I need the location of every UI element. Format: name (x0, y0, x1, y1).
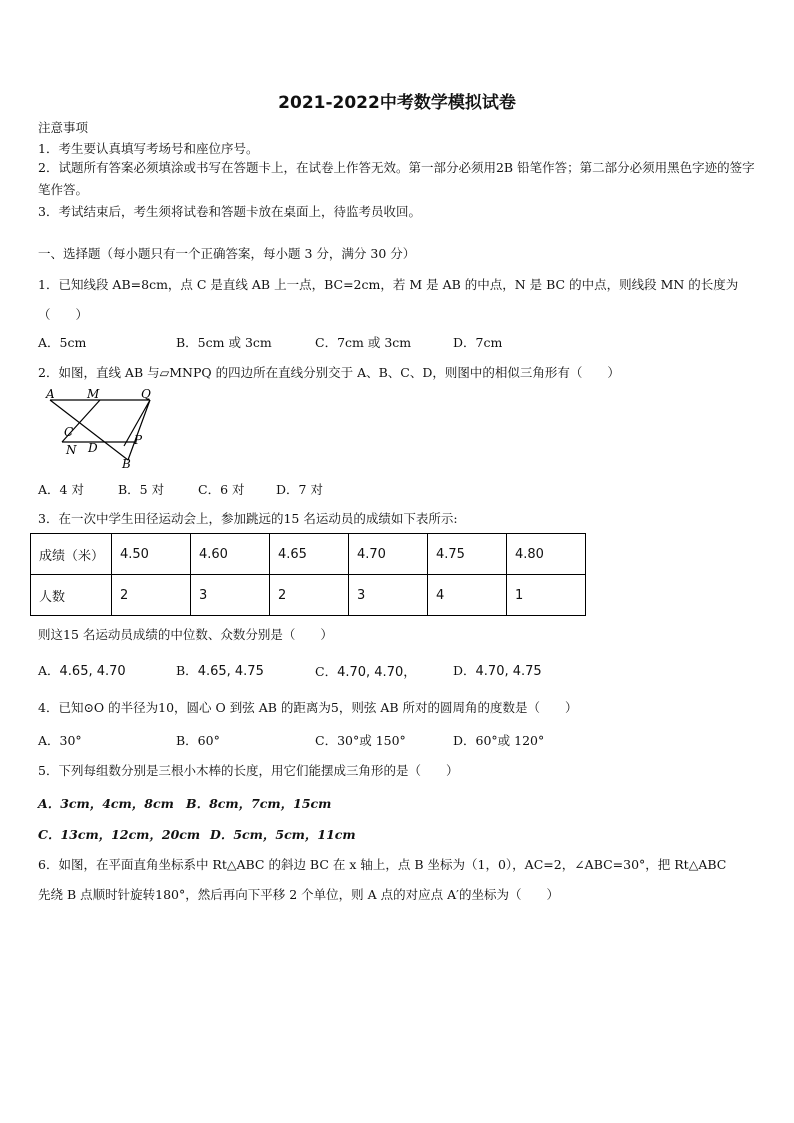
table-header-score: 成绩（米） (31, 534, 112, 575)
label-n: N (66, 443, 77, 457)
table-cell: 2 (270, 575, 349, 616)
option-letter: D． (453, 663, 476, 678)
table-header-count: 人数 (31, 575, 112, 616)
label-p: P (134, 433, 143, 447)
q4-option-a[interactable]: A．30° (38, 733, 82, 748)
option-value: 4.65, 4.70 (59, 664, 126, 679)
label-a: A (46, 387, 55, 401)
notice-item-2: 2．试题所有答案必须填涂或书写在答题卡上，在试卷上作答无效。第一部分必须用2B 铅笔作答；第二部分必须用黑色字迹的签字笔作答。 (38, 160, 755, 197)
q1-option-c[interactable]: C．7cm 或 3cm (315, 335, 412, 350)
option-letter: B． (176, 663, 198, 678)
q4-option-d[interactable]: D．60°或 120° (453, 733, 545, 748)
q3-option-a[interactable] (38, 661, 126, 679)
q2-option-a[interactable]: A．4 对 (38, 482, 84, 497)
label-q: Q (141, 387, 151, 401)
q5-option-a[interactable]: A．3cm，4cm，8cm (38, 796, 174, 811)
q3-option-d[interactable] (453, 661, 542, 679)
table-row (31, 534, 586, 575)
q1-option-d[interactable]: D．7cm (453, 335, 503, 350)
label-c: C (64, 425, 74, 439)
q4-option-c[interactable]: C．30°或 150° (315, 733, 406, 748)
table-cell: 4.70 (349, 534, 428, 575)
question-3-question: 则这15 名运动员成绩的中位数、众数分别是（ ） (38, 627, 333, 642)
q2-option-b[interactable]: B．5 对 (118, 482, 165, 497)
option-letter: A． (38, 663, 60, 678)
question-6-line-2: 先绕 B 点顺时针旋转180°，然后再向下平移 2 个单位，则 A 点的对应点 A′的坐标为（ ） (38, 887, 559, 902)
option-value: 4.70, 4.70， (337, 665, 417, 680)
table-cell: 4 (428, 575, 507, 616)
label-d: D (88, 441, 98, 455)
table-cell: 4.80 (507, 534, 586, 575)
page-title: 2021-2022中考数学模拟试卷 (278, 93, 516, 113)
notice-item-3: 3．考试结束后，考生须将试卷和答题卡放在桌面上，待监考员收回。 (38, 204, 421, 219)
q5-option-c[interactable]: C．13cm，12cm，20cm (38, 827, 201, 842)
table-cell: 4.50 (112, 534, 191, 575)
question-2-stem: 2．如图，直线 AB 与▱MNPQ 的四边所在直线分别交于 A、B、C、D，则图中的相似三角形有（ ） (38, 365, 620, 380)
parallelogram-figure (40, 386, 170, 472)
question-4-stem: 4．已知⊙O 的半径为10，圆心 O 到弦 AB 的距离为5，则弦 AB 所对的圆周角的度数是（ ） (38, 700, 578, 715)
section-heading: 一、选择题（每小题只有一个正确答案，每小题 3 分，满分 30 分） (38, 246, 416, 261)
table-cell: 4.65 (270, 534, 349, 575)
question-5-stem: 5．下列每组数分别是三根小木棒的长度，用它们能摆成三角形的是（ ） (38, 763, 459, 778)
table-cell: 2 (112, 575, 191, 616)
question-3-stem: 3．在一次中学生田径运动会上，参加跳远的15 名运动员的成绩如下表所示: (38, 511, 458, 526)
notice-heading: 注意事项 (38, 120, 89, 135)
q1-option-b[interactable]: B．5cm 或 3cm (176, 335, 272, 350)
question-1-stem: 1．已知线段 AB=8cm，点 C 是直线 AB 上一点，BC=2cm，若 M 是 AB 的中点，N 是 BC 的中点，则线段 MN 的长度为（ ） (38, 277, 739, 322)
table-cell: 1 (507, 575, 586, 616)
table-cell: 3 (191, 575, 270, 616)
notice-item-1: 1．考生要认真填写考场号和座位序号。 (38, 141, 259, 156)
option-value: 4.70, 4.75 (475, 664, 542, 679)
table-cell: 4.75 (428, 534, 507, 575)
q5-option-b[interactable]: B．8cm，7cm，15cm (186, 796, 332, 811)
q2-option-d[interactable]: D．7 对 (276, 482, 323, 497)
table-cell: 3 (349, 575, 428, 616)
option-value: 4.65, 4.75 (197, 664, 264, 679)
score-table (30, 533, 586, 616)
question-6-line-1: 6．如图，在平面直角坐标系中 Rt△ABC 的斜边 BC 在 x 轴上，点 B 坐标为（1，0），AC=2，∠ABC=30°，把 Rt△ABC (38, 857, 727, 872)
option-letter: C． (315, 664, 338, 679)
q1-option-a[interactable]: A．5cm (38, 335, 87, 350)
table-cell: 4.60 (191, 534, 270, 575)
q3-option-b[interactable] (176, 661, 264, 679)
label-b: B (122, 457, 131, 471)
label-m: M (87, 387, 100, 401)
q5-option-d[interactable]: D．5cm，5cm，11cm (210, 827, 356, 842)
table-row (31, 575, 586, 616)
q4-option-b[interactable]: B．60° (176, 733, 220, 748)
q2-option-c[interactable]: C．6 对 (198, 482, 245, 497)
q3-option-c[interactable] (315, 661, 416, 680)
line-qb (128, 400, 150, 460)
